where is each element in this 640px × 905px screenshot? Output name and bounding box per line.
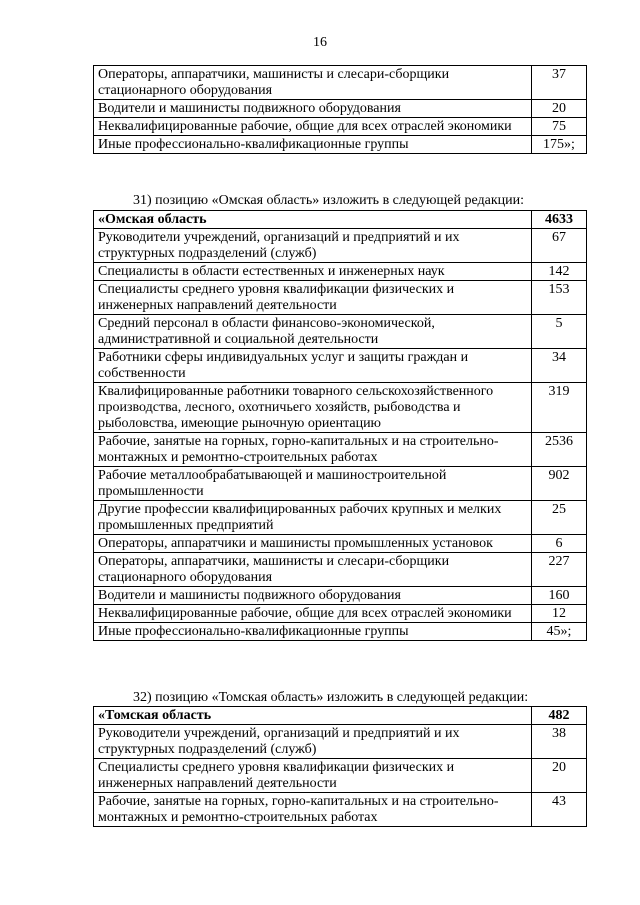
region-total: 4633 — [532, 211, 587, 229]
row-value: 160 — [532, 587, 587, 605]
table-row — [94, 66, 587, 100]
row-label: Специалисты среднего уровня квалификации физических и инженерных направлений деятельности — [94, 759, 532, 793]
row-label: Специалисты среднего уровня квалификации физических и инженерных направлений деятельности — [94, 281, 532, 315]
row-value: 45»; — [532, 623, 587, 641]
row-label: Иные профессионально-квалификационные группы — [94, 623, 532, 641]
row-value: 75 — [532, 118, 587, 136]
row-label: Неквалифицированные рабочие, общие для всех отраслей экономики — [94, 118, 532, 136]
table-row — [94, 553, 587, 587]
row-value: 12 — [532, 605, 587, 623]
table-row — [94, 383, 587, 433]
row-value: 34 — [532, 349, 587, 383]
row-value: 37 — [532, 66, 587, 100]
row-value: 67 — [532, 229, 587, 263]
table-omsk — [93, 210, 587, 641]
table-row — [94, 315, 587, 349]
row-value: 175»; — [532, 136, 587, 154]
row-label: Средний персонал в области финансово-экономической, административной и социальной деятельности — [94, 315, 532, 349]
row-value: 25 — [532, 501, 587, 535]
row-value: 6 — [532, 535, 587, 553]
row-label: Операторы, аппаратчики, машинисты и слесари-сборщики стационарного оборудования — [94, 66, 532, 100]
table-header-row — [94, 211, 587, 229]
table-row — [94, 229, 587, 263]
table-row — [94, 759, 587, 793]
table-row — [94, 605, 587, 623]
table-row — [94, 535, 587, 553]
table-row — [94, 263, 587, 281]
row-label: Рабочие, занятые на горных, горно-капитальных и на строительно-монтажных и ремонтно-строительных работах — [94, 433, 532, 467]
region-name: «Омская область — [94, 211, 532, 229]
row-label: Иные профессионально-квалификационные группы — [94, 136, 532, 154]
region-name: «Томская область — [94, 707, 532, 725]
row-value: 20 — [532, 759, 587, 793]
row-value: 20 — [532, 100, 587, 118]
table-row — [94, 587, 587, 605]
row-value: 38 — [532, 725, 587, 759]
row-label: Работники сферы индивидуальных услуг и защиты граждан и собственности — [94, 349, 532, 383]
table-row — [94, 349, 587, 383]
row-label: Водители и машинисты подвижного оборудования — [94, 587, 532, 605]
table-row — [94, 433, 587, 467]
row-value: 227 — [532, 553, 587, 587]
row-label: Квалифицированные работники товарного сельскохозяйственного производства, лесного, охотничьего хозяйств, рыбоводства и рыболовства, имеющие рыночную ориентацию — [94, 383, 532, 433]
row-label: Водители и машинисты подвижного оборудования — [94, 100, 532, 118]
row-label: Руководители учреждений, организаций и предприятий и их структурных подразделений (служб) — [94, 229, 532, 263]
page-number: 16 — [313, 35, 327, 50]
table-continuation — [93, 65, 587, 154]
table-row — [94, 136, 587, 154]
row-value: 153 — [532, 281, 587, 315]
row-value: 43 — [532, 793, 587, 827]
row-value: 902 — [532, 467, 587, 501]
row-value: 5 — [532, 315, 587, 349]
row-label: Рабочие металлообрабатывающей и машиностроительной промышленности — [94, 467, 532, 501]
table-row — [94, 467, 587, 501]
row-label: Неквалифицированные рабочие, общие для всех отраслей экономики — [94, 605, 532, 623]
table-row — [94, 501, 587, 535]
table-row — [94, 623, 587, 641]
region-total: 482 — [532, 707, 587, 725]
row-value: 142 — [532, 263, 587, 281]
row-label: Другие профессии квалифицированных рабочих крупных и мелких промышленных предприятий — [94, 501, 532, 535]
row-label: Операторы, аппаратчики и машинисты промышленных установок — [94, 535, 532, 553]
row-label: Специалисты в области естественных и инженерных наук — [94, 263, 532, 281]
row-value: 2536 — [532, 433, 587, 467]
row-label: Рабочие, занятые на горных, горно-капитальных и на строительно-монтажных и ремонтно-строительных работах — [94, 793, 532, 827]
row-value: 319 — [532, 383, 587, 433]
row-label: Операторы, аппаратчики, машинисты и слесари-сборщики стационарного оборудования — [94, 553, 532, 587]
table-tomsk — [93, 706, 587, 827]
table-row — [94, 100, 587, 118]
paragraph-31: 31) позицию «Омская область» изложить в следующей редакции: — [133, 193, 525, 208]
table-row — [94, 793, 587, 827]
table-row — [94, 725, 587, 759]
row-label: Руководители учреждений, организаций и предприятий и их структурных подразделений (служб) — [94, 725, 532, 759]
table-header-row — [94, 707, 587, 725]
table-row — [94, 281, 587, 315]
paragraph-32: 32) позицию «Томская область» изложить в следующей редакции: — [133, 690, 529, 705]
table-row — [94, 118, 587, 136]
